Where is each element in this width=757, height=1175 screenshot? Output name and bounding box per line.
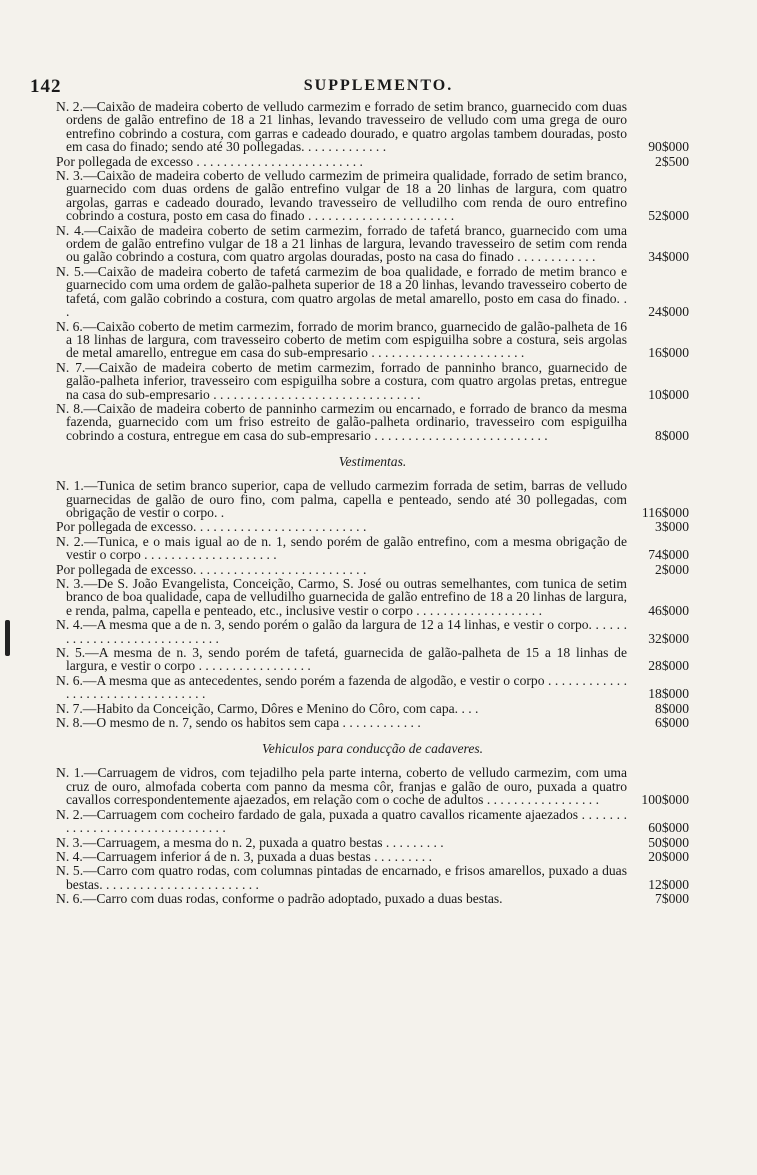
item-price: 8$000: [655, 427, 689, 443]
list-item: [56, 265, 689, 319]
item-price: 3$000: [655, 519, 689, 535]
list-item: [56, 100, 689, 154]
page-header: [0, 76, 757, 96]
section-vehiculos: [56, 742, 689, 905]
item-price: 60$000: [648, 820, 689, 836]
list-item: [56, 864, 689, 891]
item-text: N. 2.—Tunica, e o mais igual ao de n. 1, sendo porém de galão entrefino, com a mesma obrigação de vestir o corpo . . . . . . . . . . . . . . . . . . . .: [56, 533, 627, 563]
list-item: [56, 646, 689, 673]
list-item: [56, 155, 689, 168]
item-price: 46$000: [648, 602, 689, 618]
item-text: N. 3.—Carruagem, a mesma do n. 2, puxada a quatro bestas . . . . . . . . .: [56, 834, 444, 850]
list-item: [56, 402, 689, 442]
item-price: 116$000: [641, 504, 689, 520]
item-price: 24$000: [648, 304, 689, 320]
list-item: [56, 836, 689, 849]
item-text: N. 4.—Carruagem inferior á de n. 3, puxada a duas bestas . . . . . . . . .: [56, 848, 432, 864]
item-text: N. 1.—Carruagem de vidros, com tejadilho pela parte interna, coberto de velludo carmezim, com uma cruz de ouro, almofada coberta com panno da mesma côr, franjas e galão de ouro, puxada a quatro cavallos correspondentemente ajaezados, em relação com o coche de adultos . . . . . . . . . . . . . . . . .: [56, 765, 627, 808]
list-item: [56, 320, 689, 360]
item-text: Por pollegada de excesso. . . . . . . . . . . . . . . . . . . . . . . . . .: [56, 561, 367, 577]
item-price: 2$500: [655, 153, 689, 169]
item-price: 16$000: [648, 345, 689, 361]
section-vestimentas: [56, 455, 689, 729]
item-text: N. 6.—A mesma que as antecedentes, sendo porém a fazenda de algodão, e vestir o corpo . . . . . . . . . . . . . . . . . . . . . . . . . . . . . . . . .: [56, 672, 627, 702]
item-text: N. 7.—Caixão de madeira coberto de metim carmezim, forrado de panninho branco, guarnecido de galão-palheta inferior, travesseiro com espiguilha sobre a costura, com quatro argolas pretas, entregue na casa do sub-empresario . . . . . . . . . . . . . . . . . . . . . . . . . . . . . . .: [56, 359, 627, 402]
item-price: 74$000: [648, 547, 689, 563]
item-text: Por pollegada de excesso . . . . . . . . . . . . . . . . . . . . . . . . .: [56, 153, 363, 169]
page-title: SUPPLEMENTO.: [303, 77, 454, 94]
margin-mark: [5, 620, 10, 656]
item-price: 28$000: [648, 658, 689, 674]
list-item: [56, 702, 689, 715]
item-price: 52$000: [648, 208, 689, 224]
list-item: [56, 850, 689, 863]
item-text: N. 3.—De S. João Evangelista, Conceição, Carmo, S. José ou outras semelhantes, com tunica de setim branco de boa qualidade, capa de velludilho guarnecida de galão entrefino de 18 a 20 linhas de largura, e renda, palma, capella e penteado, etc., inclusive vestir o corpo . . . . . . . . . . . . . . . . . . .: [56, 576, 627, 618]
item-text: N. 3.—Caixão de madeira coberto de velludo carmezim de primeira qualidade, forrado de setim branco, guarnecido com duas ordens de galão entrefino vulgar de 18 a 20 linhas de largura, com quatro argolas, garras e cadeado dourado, levando travesseiro de velludilho com renda de ouro entrefino cobrindo a costura, posto em casa do finado . . . . . . . . . . . . . . . . . . . . . .: [56, 168, 627, 224]
item-price: 90$000: [648, 139, 689, 155]
item-text: N. 2.—Carruagem com cocheiro fardado de gala, puxada a quatro cavallos ricamente ajaezados . . . . . . . . . . . . . . . . . . . . . . . . . . . . . . .: [56, 806, 627, 836]
item-text: N. 4.—Caixão de madeira coberto de setim carmezim, forrado de tafetá branco, guarnecido com uma ordem de galão entrefino vulgar de 18 a 21 linhas de largura, levando travesseiro de setim com renda ou galão cobrindo a costura, com quatro argolas douradas, posto na casa do finado . . . . . . . . . . . .: [56, 222, 627, 265]
price-list: [56, 100, 689, 907]
item-price: 12$000: [648, 876, 689, 892]
list-item: [56, 892, 689, 905]
list-item: [56, 716, 689, 729]
item-text: N. 8.—O mesmo de n. 7, sendo os habitos sem capa . . . . . . . . . . . .: [56, 715, 421, 731]
list-item: [56, 674, 689, 701]
list-item: [56, 808, 689, 835]
item-text: N. 5.—Caixão de madeira coberto de tafetá carmezim de boa qualidade, e forrado de metim branco e guarnecido com uma ordem de galão-palheta superior de 18 a 20 linhas, levando travesseiro coberto de tafetá, com galão cobrindo a costura, com quatro argolas de metal amarello, posto em casa do finado. . .: [56, 263, 627, 320]
item-text: N. 6.—Carro com duas rodas, conforme o padrão adoptado, puxado a duas bestas.: [56, 891, 503, 907]
item-price: 32$000: [648, 630, 689, 646]
item-price: 100$000: [641, 792, 689, 808]
list-item: [56, 618, 689, 645]
item-price: 10$000: [648, 386, 689, 402]
item-price: 50$000: [648, 834, 689, 850]
section-caixoes: [56, 100, 689, 442]
item-price: 18$000: [648, 686, 689, 702]
item-price: 7$000: [655, 891, 689, 907]
item-price: 34$000: [648, 249, 689, 265]
section-title: Vestimentas.: [338, 454, 407, 470]
list-item: [56, 535, 689, 562]
list-item: [56, 520, 689, 533]
page-number: 142: [30, 76, 62, 97]
list-item: [56, 169, 689, 223]
item-text: N. 7.—Habito da Conceição, Carmo, Dôres e Menino do Côro, com capa. . . .: [56, 700, 479, 716]
item-price: 20$000: [648, 848, 689, 864]
item-text: Por pollegada de excesso. . . . . . . . . . . . . . . . . . . . . . . . . .: [56, 519, 367, 535]
item-text: N. 5.—Carro com quatro rodas, com columnas pintadas de encarnado, e frisos amarellos, puxado a duas bestas. . . . . . . . . . . . . . . . . . . . . . . .: [56, 863, 627, 892]
item-text: N. 6.—Caixão coberto de metim carmezim, forrado de morim branco, guarnecido de galão-palheta de 16 a 18 linhas de largura, com travesseiro coberto de metim com espiguilha sobre a costura, seis argolas de metal amarello, entregue em casa do sub-empresario . . . . . . . . . . . . . . . . . . . . . . .: [56, 318, 627, 361]
item-text: N. 8.—Caixão de madeira coberto de panninho carmezim ou encarnado, e forrado de branco da mesma fazenda, guarnecido com um friso estreito de galão-palheta ordinario, travesseiro com espiguilha cobrindo a costura, entregue em casa do sub-empresario . . . . . . . . . . . . . . . . . . . . . . . . . .: [56, 400, 627, 443]
list-item: [56, 563, 689, 576]
list-item: [56, 766, 689, 806]
list-item: [56, 224, 689, 264]
item-text: N. 4.—A mesma que a de n. 3, sendo porém o galão da largura de 12 a 14 linhas, e vestir o corpo. . . . . . . . . . . . . . . . . . . . . . . . . . . . .: [56, 617, 627, 646]
list-item: [56, 577, 689, 617]
section-title: Vehiculos para conducção de cadaveres.: [261, 741, 484, 757]
list-item: [56, 361, 689, 401]
list-item: [56, 479, 689, 519]
item-text: N. 1.—Tunica de setim branco superior, capa de velludo carmezim forrada de setim, barras de velludo guarnecidas de galão de ouro fino, com palma, capella e penteado, sendo até 30 pollegadas, com obrigação de vestir o corpo. .: [56, 478, 627, 520]
item-text: N. 2.—Caixão de madeira coberto de velludo carmezim e forrado de setim branco, guarnecido com duas ordens de galão entrefino de 18 a 21 linhas, levando travesseiro de velludo com uma grega de ouro entrefino cobrindo a costura, com garras e cadeado dourado, e quatro argolas tambem douradas, posto em casa do finado; sendo até 30 pollegadas. . . . . . . . . . . . .: [56, 99, 627, 155]
item-price: 2$000: [655, 561, 689, 577]
item-price: 6$000: [655, 715, 689, 731]
item-price: 8$000: [655, 700, 689, 716]
item-text: N. 5.—A mesma de n. 3, sendo porém de tafetá, guarnecida de galão-palheta de 15 a 18 linhas de largura, e vestir o corpo . . . . . . . . . . . . . . . . .: [56, 645, 627, 674]
